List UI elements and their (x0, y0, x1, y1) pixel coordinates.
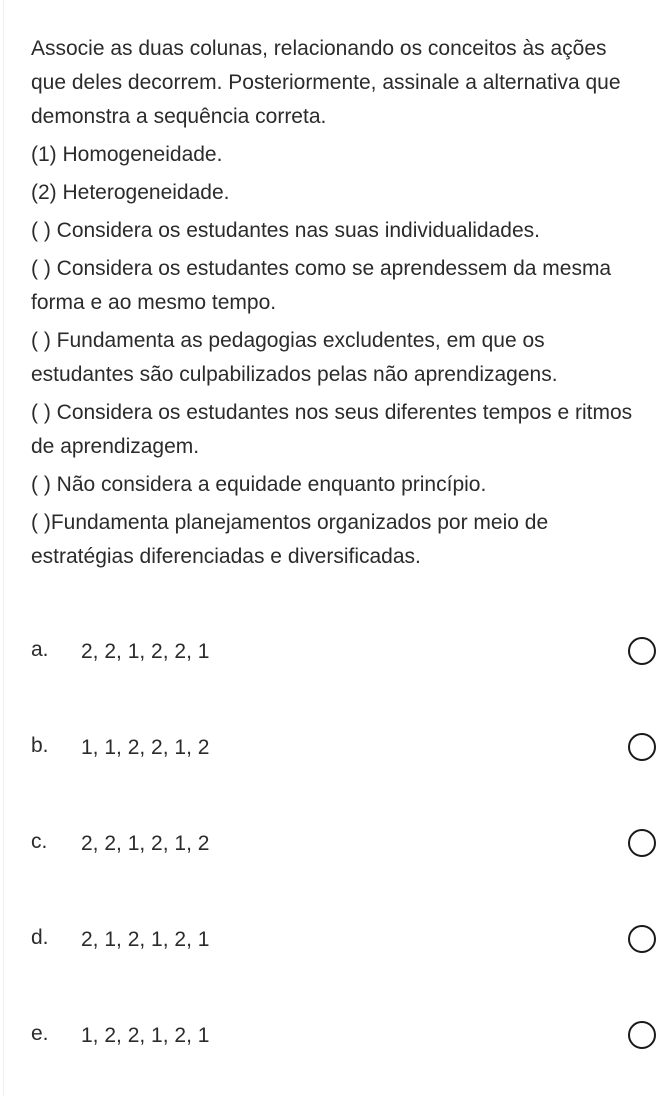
option-text: 1, 2, 2, 1, 2, 1 (81, 1024, 210, 1047)
radio-button-d[interactable] (628, 925, 656, 953)
option-letter: c. (31, 830, 48, 853)
option-letter: a. (31, 638, 49, 661)
option-letter: b. (31, 734, 49, 757)
question-block (31, 32, 646, 578)
concept-1: (1) Homogeneidade. (31, 143, 223, 166)
radio-button-c[interactable] (628, 829, 656, 857)
option-e[interactable] (31, 999, 656, 1095)
option-text: 2, 2, 1, 2, 2, 1 (81, 640, 210, 663)
radio-button-e[interactable] (628, 1021, 656, 1049)
option-c[interactable] (31, 807, 656, 903)
option-letter: e. (31, 1022, 49, 1045)
statement-2: ( ) Considera os estudantes como se aprendessem da mesma forma e ao mesmo tempo. (31, 257, 612, 314)
concept-2: (2) Heterogeneidade. (31, 181, 230, 204)
option-text: 1, 1, 2, 2, 1, 2 (81, 736, 210, 759)
statement-3: ( ) Fundamenta as pedagogias excludentes, em que os estudantes são culpabilizados pelas não aprendizagens. (31, 329, 558, 386)
radio-button-b[interactable] (628, 733, 656, 761)
radio-button-a[interactable] (628, 637, 656, 665)
option-text: 2, 1, 2, 1, 2, 1 (81, 928, 210, 951)
answer-options (31, 615, 656, 1095)
option-b[interactable] (31, 711, 656, 807)
statement-4: ( ) Considera os estudantes nos seus diferentes tempos e ritmos de aprendizagem. (31, 401, 633, 458)
statement-6: ( )Fundamenta planejamentos organizados por meio de estratégias diferenciadas e diversificadas. (31, 511, 549, 568)
statement-1: ( ) Considera os estudantes nas suas individualidades. (31, 219, 540, 242)
question-stem: Associe as duas colunas, relacionando os conceitos às ações que deles decorrem. Posteriormente, assinale a alternativa que demonstra a sequência correta. (31, 37, 621, 128)
option-text: 2, 2, 1, 2, 1, 2 (81, 832, 210, 855)
option-a[interactable] (31, 615, 656, 711)
option-d[interactable] (31, 903, 656, 999)
option-letter: d. (31, 926, 49, 949)
left-border (3, 0, 4, 1096)
statement-5: ( ) Não considera a equidade enquanto princípio. (31, 473, 487, 496)
